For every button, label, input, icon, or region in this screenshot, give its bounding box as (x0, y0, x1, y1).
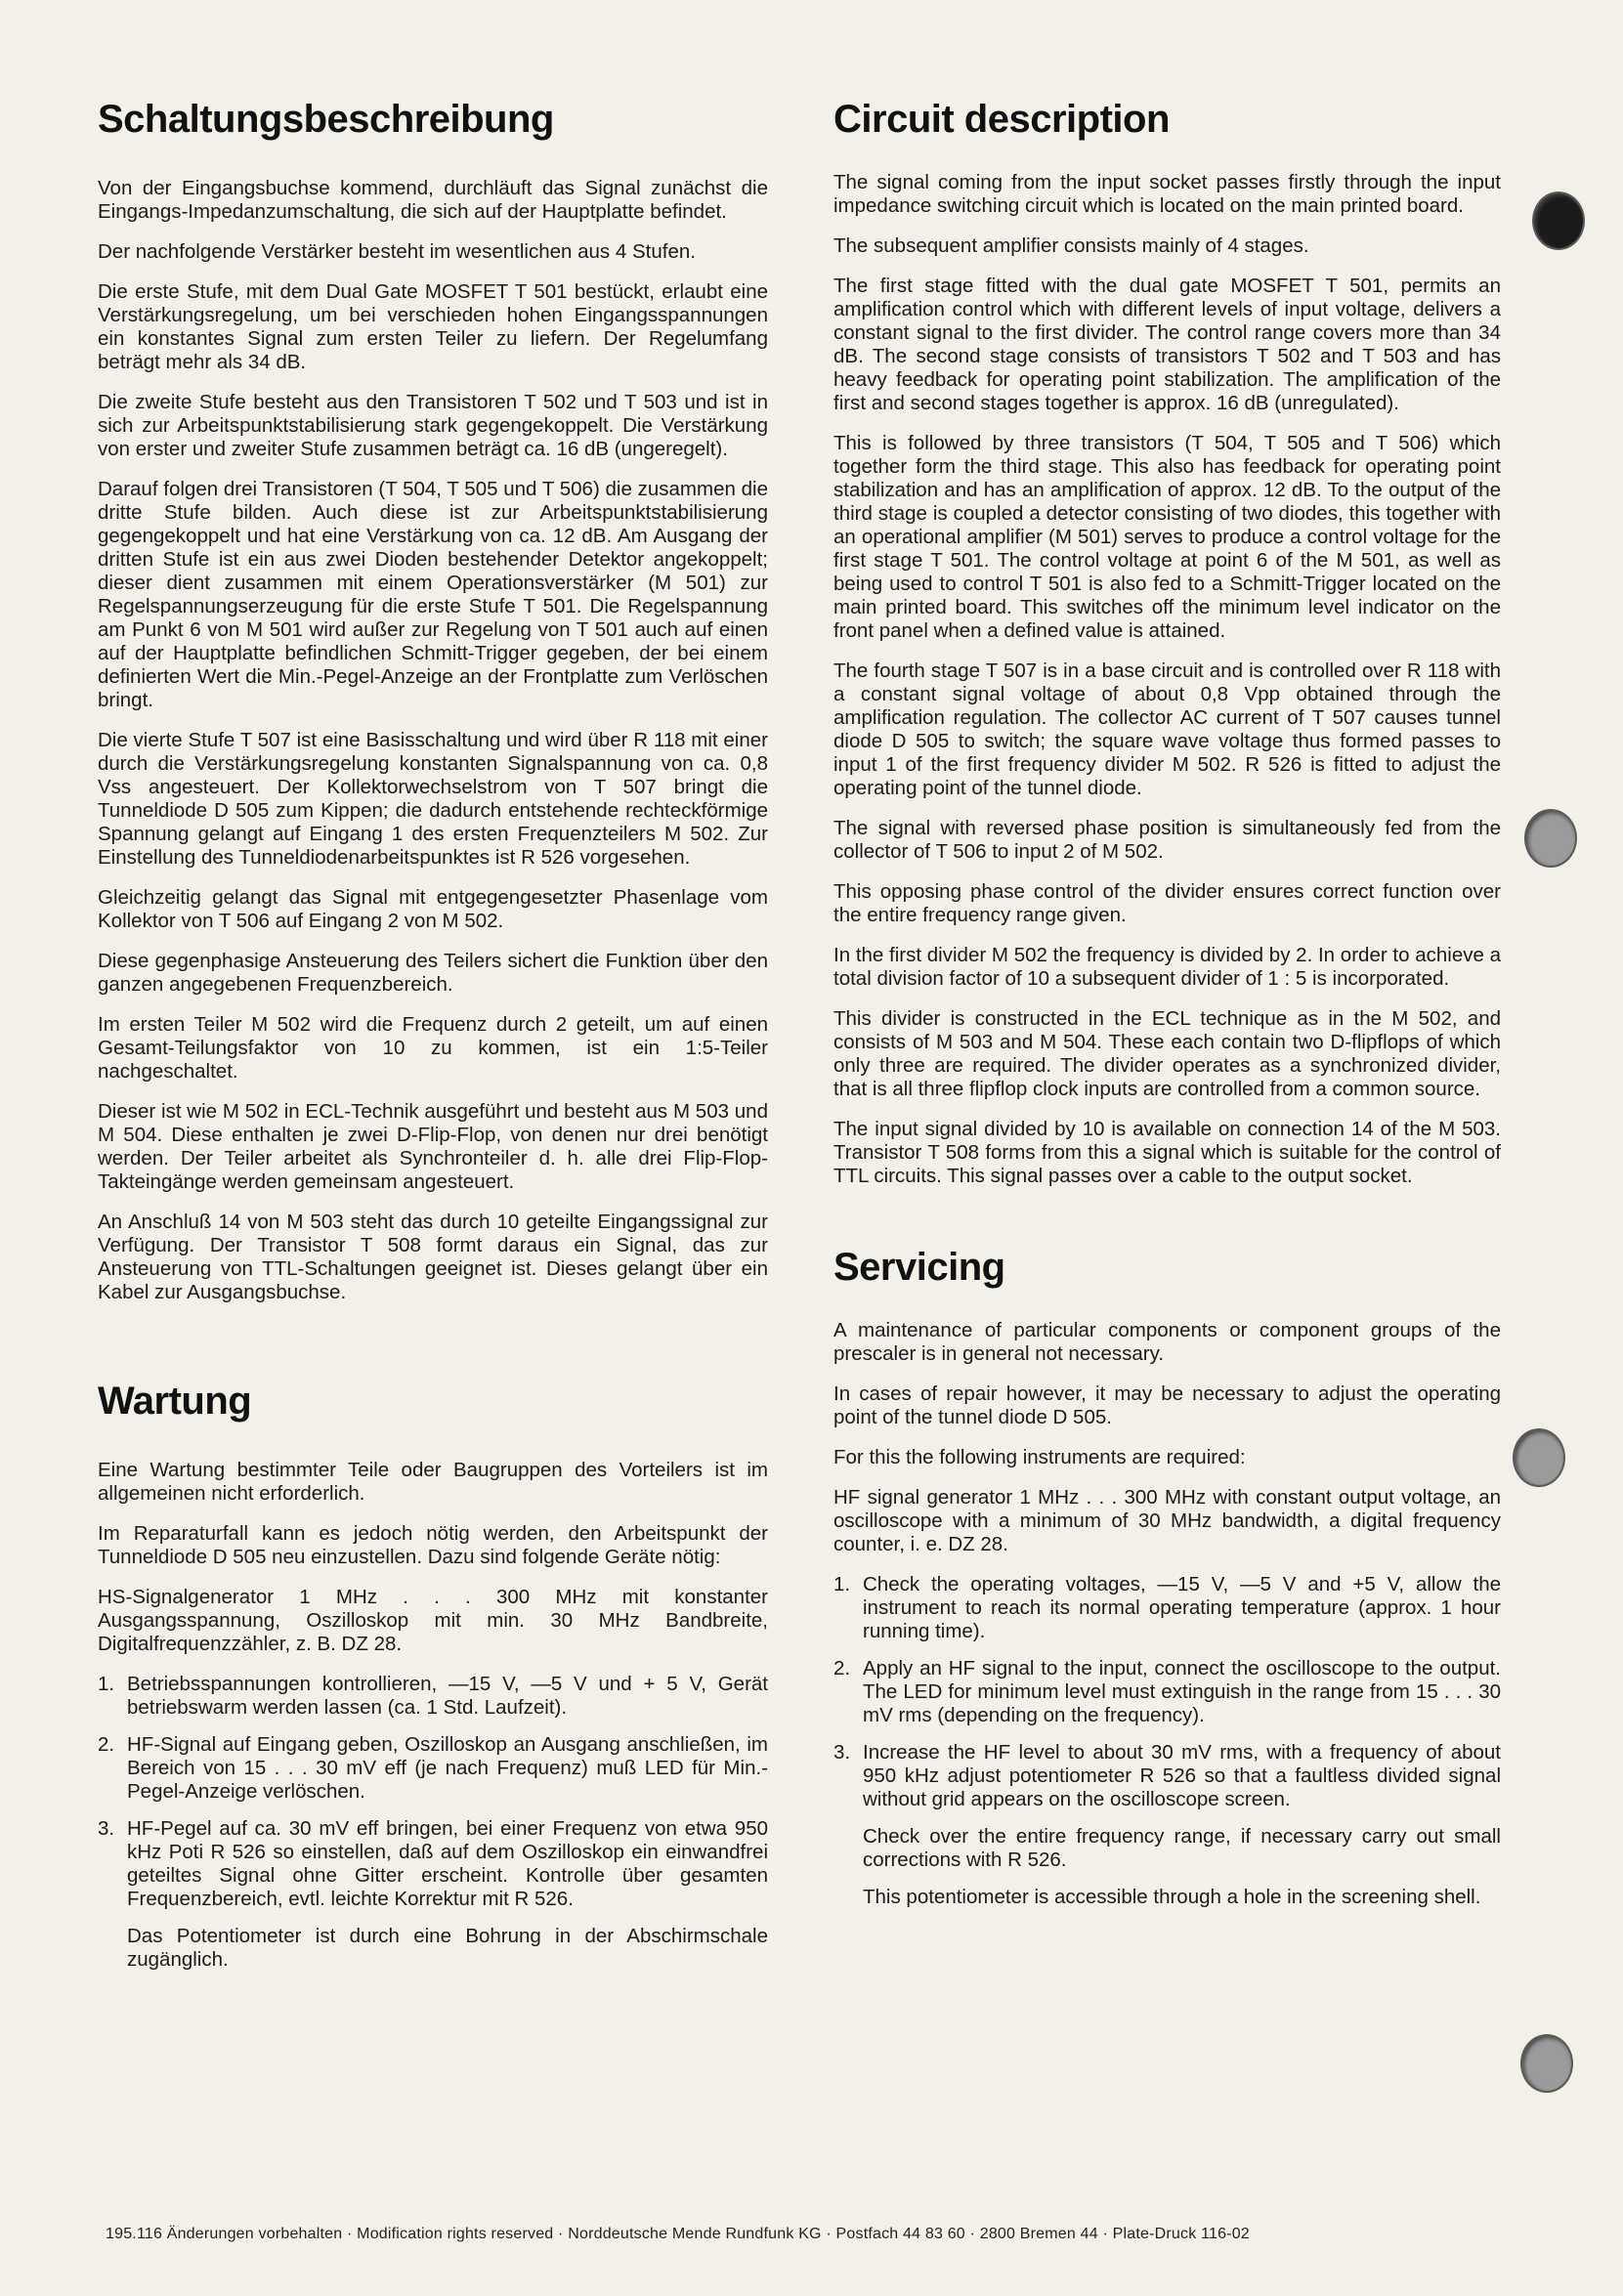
step-number: 3. (833, 1741, 851, 1764)
step-text: HF-Pegel auf ca. 30 mV eff bringen, bei einer Frequenz von etwa 950 kHz Poti R 526 so einstellen, daß auf dem Oszilloskop ein einwandfrei geteiltes Signal ohne Gitter erscheint. Kontrolle über gesamten Frequenzbereich, evtl. leichte Korrektur mit R 526. (127, 1817, 768, 1910)
paragraph: An Anschluß 14 von M 503 steht das durch 10 geteilte Eingangssignal zur Verfügung. Der Transistor T 508 formt daraus ein Signal, das zur Ansteuerung von TTL-Schaltungen geeignet ist. Dieses gelangt über ein Kabel zur Ausgangsbuchse. (98, 1211, 768, 1303)
step-text: Apply an HF signal to the input, connect the oscilloscope to the output. The LED for minimum level must extinguish in the range from 15 . . . 30 mV rms (depending on the frequency). (863, 1657, 1501, 1726)
paragraph: In cases of repair however, it may be necessary to adjust the operating point of the tunnel diode D 505. (833, 1382, 1501, 1428)
paragraph: This divider is constructed in the ECL technique as in the M 502, and consists of M 503 and M 504. These each contain two D-flipflops of which only three are required. The divider operates as a synchronized divider, that is all three flipflop clock inputs are controlled from a common source. (833, 1007, 1501, 1100)
paragraph: Eine Wartung bestimmter Teile oder Baugruppen des Vorteilers ist im allgemeinen nicht erforderlich. (98, 1459, 768, 1505)
english-steps-list (833, 1573, 1501, 1909)
list-item (833, 1741, 1501, 1909)
paragraph: Von der Eingangsbuchse kommend, durchläuft das Signal zunächst die Eingangs-Impedanzumschaltung, die sich auf der Hauptplatte befindet. (98, 177, 768, 223)
paragraph: The fourth stage T 507 is in a base circuit and is controlled over R 118 with a constant signal voltage of about 0,8 Vpp obtained through the amplification regulation. The collector AC current of T 507 causes tunnel diode D 505 to switch; the square wave voltage thus formed passes to input 1 of the first frequency divider M 502. R 526 is fitted to adjust the operating point of the tunnel diode. (833, 659, 1501, 799)
paragraph: A maintenance of particular components or component groups of the prescaler is in general not necessary. (833, 1319, 1501, 1365)
step-number: 2. (833, 1657, 851, 1679)
binder-hole-icon (1524, 809, 1577, 868)
binder-hole-icon (1520, 2034, 1573, 2093)
german-maintenance-text (98, 1459, 768, 1972)
german-column (98, 98, 768, 1985)
list-item (98, 1733, 768, 1804)
step-text: Betriebsspannungen kontrollieren, —15 V, —5 V und + 5 V, Gerät betriebswarm werden lassen (ca. 1 Std. Laufzeit). (127, 1673, 768, 1719)
paragraph: Diese gegenphasige Ansteuerung des Teilers sichert die Funktion über den ganzen angegebenen Frequenzbereich. (98, 950, 768, 996)
english-circuit-text (833, 171, 1501, 1188)
list-item (833, 1573, 1501, 1643)
german-heading-maintenance: Wartung (98, 1380, 252, 1423)
paragraph: The subsequent amplifier consists mainly of 4 stages. (833, 234, 1309, 257)
step-number: 1. (98, 1673, 115, 1695)
english-heading-circuit: Circuit description (833, 98, 1170, 141)
step-text: Check the operating voltages, —15 V, —5 V and +5 V, allow the instrument to reach its normal operating temperature (approx. 1 hour running time). (863, 1573, 1501, 1642)
german-steps-list (98, 1673, 768, 1972)
step-text: Increase the HF level to about 30 mV rms, with a frequency of about 950 kHz adjust potentiometer R 526 so that a faultless divided signal without grid appears on the oscilloscope screen. (863, 1741, 1501, 1810)
german-heading-circuit: Schaltungsbeschreibung (98, 98, 554, 141)
paragraph: Darauf folgen drei Transistoren (T 504, T 505 und T 506) die zusammen die dritte Stufe bilden. Auch diese ist zur Arbeitspunktstabilisierung gegengekoppelt und hat eine Verstärkung von ca. 12 dB. Am Ausgang der dritten Stufe ist ein aus zwei Dioden bestehender Detektor angekoppelt; dieser dient zusammen mit einem Operationsverstärker (M 501) zur Regelspannungserzeugung für die erste Stufe T 501. Die Regelspannung am Punkt 6 von M 501 wird außer zur Regelung von T 501 auch auf einen auf der Hauptplatte befindlichen Schmitt-Trigger gegeben, der bei einem definierten Wert die Min.-Pegel-Anzeige an der Frontplatte zum Verlöschen bringt. (98, 478, 768, 711)
paragraph: This is followed by three transistors (T 504, T 505 and T 506) which together form the third stage. This also has feedback for operating point stabilization and has an amplification of approx. 12 dB. To the output of the third stage is coupled a detector consisting of two diodes, this together with an operational amplifier (M 501) serves to produce a control voltage for the first stage T 501. The control voltage at point 6 of the M 501, as well as being used to control T 501 is also fed to a Schmitt-Trigger located on the main printed board. This switches off the minimum level indicator on the front panel when a defined value is attained. (833, 432, 1501, 642)
paragraph: Die erste Stufe, mit dem Dual Gate MOSFET T 501 bestückt, erlaubt eine Verstärkungsregelung, um bei verschieden hohen Eingangsspannungen ein konstantes Signal zum ersten Teiler zu liefern. Der Regelumfang beträgt mehr als 34 dB. (98, 280, 768, 373)
paragraph: For this the following instruments are required: (833, 1446, 1246, 1468)
paragraph: Im ersten Teiler M 502 wird die Frequenz durch 2 geteilt, um auf einen Gesamt-Teilungsfaktor von 10 zu kommen, ist ein 1:5-Teiler nachgeschaltet. (98, 1013, 768, 1083)
paragraph: The signal with reversed phase position is simultaneously fed from the collector of T 506 to input 2 of M 502. (833, 817, 1501, 863)
binder-hole-icon (1513, 1428, 1565, 1487)
paragraph: Gleichzeitig gelangt das Signal mit entgegengesetzter Phasenlage vom Kollektor von T 506 auf Eingang 2 von M 502. (98, 886, 768, 932)
step-number: 2. (98, 1733, 115, 1756)
paragraph: Die zweite Stufe besteht aus den Transistoren T 502 und T 503 und ist in sich zur Arbeitspunktstabilisierung stark gegengekoppelt. Die Verstärkung von erster und zweiter Stufe zusammen beträgt ca. 16 dB (ungeregelt). (98, 391, 768, 460)
step-note: This potentiometer is accessible through a hole in the screening shell. (863, 1886, 1481, 1908)
paragraph: HF signal generator 1 MHz . . . 300 MHz with constant output voltage, an oscilloscope with a minimum of 30 MHz bandwidth, a digital frequency counter, i. e. DZ 28. (833, 1486, 1501, 1555)
paragraph: The first stage fitted with the dual gate MOSFET T 501, permits an amplification control which with different levels of input voltage, delivers a constant signal to the first divider. The control range covers more than 34 dB. The second stage consists of transistors T 502 and T 503 and has heavy feedback for operating point stabilization. The amplification of the first and second stages together is approx. 16 dB (unregulated). (833, 275, 1501, 414)
step-number: 3. (98, 1817, 115, 1840)
paragraph: This opposing phase control of the divider ensures correct function over the entire frequency range given. (833, 880, 1501, 926)
step-note: Check over the entire frequency range, if necessary carry out small corrections with R 526. (863, 1825, 1501, 1871)
list-item (98, 1673, 768, 1720)
step-text: HF-Signal auf Eingang geben, Oszilloskop an Ausgang anschließen, im Bereich von 15 . . . 30 mV eff (je nach Frequenz) muß LED für Min.-Pegel-Anzeige verlöschen. (127, 1733, 768, 1803)
paragraph: In the first divider M 502 the frequency is divided by 2. In order to achieve a total division factor of 10 a subsequent divider of 1 : 5 is incorporated. (833, 944, 1501, 990)
german-circuit-text (98, 177, 768, 1304)
list-item (98, 1817, 768, 1972)
step-number: 1. (833, 1573, 851, 1595)
step-note: Das Potentiometer ist durch eine Bohrung in der Abschirmschale zugänglich. (127, 1925, 768, 1971)
page-footer: 195.116 Änderungen vorbehalten · Modification rights reserved · Norddeutsche Mende Rundfunk KG · Postfach 44 83 60 · 2800 Bremen 44 · Plate-Druck 116-02 (106, 2226, 1250, 2242)
list-item (833, 1657, 1501, 1727)
paragraph: Der nachfolgende Verstärker besteht im wesentlichen aus 4 Stufen. (98, 240, 696, 263)
english-heading-servicing: Servicing (833, 1246, 1005, 1289)
english-column (833, 98, 1501, 1923)
binder-hole-icon (1532, 191, 1585, 250)
paragraph: The input signal divided by 10 is available on connection 14 of the M 503. Transistor T 508 forms from this a signal which is suitable for the control of TTL circuits. This signal passes over a cable to the output socket. (833, 1118, 1501, 1187)
paragraph: Dieser ist wie M 502 in ECL-Technik ausgeführt und besteht aus M 503 und M 504. Diese enthalten je zwei D-Flip-Flop, von denen nur drei benötigt werden. Der Teiler arbeitet als Synchronteiler d. h. alle drei Flip-Flop-Takteingänge werden gemeinsam angesteuert. (98, 1100, 768, 1193)
paragraph: Die vierte Stufe T 507 ist eine Basisschaltung und wird über R 118 mit einer durch die Verstärkungsregelung konstanten Signalspannung von ca. 0,8 Vss angesteuert. Der Kollektorwechselstrom von T 507 bringt die Tunneldiode D 505 zum Kippen; die dadurch entstehende rechteckförmige Spannung gelangt auf Eingang 1 des ersten Frequenzteilers M 502. Zur Einstellung des Tunneldiodenarbeitspunktes ist R 526 vorgesehen. (98, 729, 768, 869)
paragraph: Im Reparaturfall kann es jedoch nötig werden, den Arbeitspunkt der Tunneldiode D 505 neu einzustellen. Dazu sind folgende Geräte nötig: (98, 1522, 768, 1568)
paragraph: The signal coming from the input socket passes firstly through the input impedance switching circuit which is located on the main printed board. (833, 171, 1501, 217)
paragraph: HS-Signalgenerator 1 MHz . . . 300 MHz mit konstanter Ausgangsspannung, Oszilloskop mit min. 30 MHz Bandbreite, Digitalfrequenzzähler, z. B. DZ 28. (98, 1586, 768, 1655)
english-servicing-text (833, 1319, 1501, 1909)
